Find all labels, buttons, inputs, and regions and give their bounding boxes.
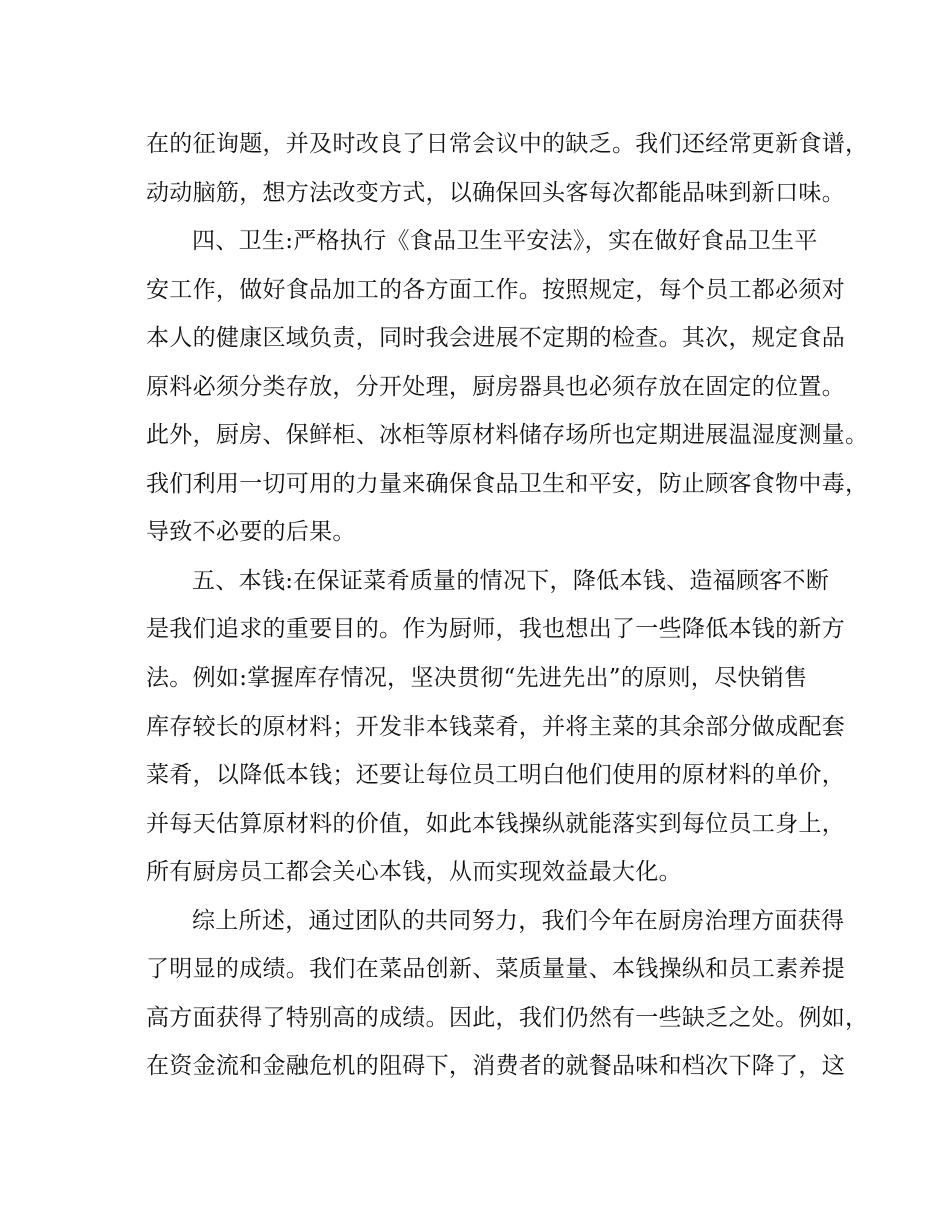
text-line: 法。例如:掌握库存情况，坚决贯彻“先进先出”的原则，尽快销售 <box>146 665 808 692</box>
paragraph-start-hygiene: 四、卫生:严格执行《食品卫生平安法》，实在做好食品卫生平 <box>192 228 818 255</box>
text-line: 我们利用一切可用的力量来确保食品卫生和平安，防止顾客食物中毒， <box>146 470 869 497</box>
text-line: 菜肴，以降低本钱；还要让每位员工明白他们使用的原材料的单价， <box>146 762 845 789</box>
document-text <box>146 120 869 1091</box>
text-line: 在的征询题，并及时改良了日常会议中的缺乏。我们还经常更新食谱， <box>146 131 869 157</box>
text-line: 了明显的成绩。我们在菜品创新、菜质量量、本钱操纵和员工素养提 <box>146 956 845 983</box>
text-line: 并每天估算原材料的价值，如此本钱操纵就能落实到每位员工身上， <box>146 810 845 837</box>
paragraph-start-summary: 综上所述，通过团队的共同努力，我们今年在厨房治理方面获得 <box>192 907 845 934</box>
text-line: 所有厨房员工都会关心本钱，从而实现效益最大化。 <box>146 859 682 886</box>
text-line: 在资金流和金融危机的阻碍下，消费者的就餐品味和档次下降了，这 <box>146 1053 845 1080</box>
text-line: 动动脑筋，想方法改变方式，以确保回头客每次都能品味到新口味。 <box>146 179 845 206</box>
text-line: 安工作，做好食品加工的各方面工作。按照规定，每个员工都必须对 <box>146 276 845 303</box>
text-line: 是我们追求的重要目的。作为厨师，我也想出了一些降低本钱的新方 <box>146 616 845 643</box>
text-line: 此外，厨房、保鲜柜、冰柜等原材料储存场所也定期进展温湿度测量。 <box>146 422 869 449</box>
paragraph-start-cost: 五、本钱:在保证菜肴质量的情况下，降低本钱、造福顾客不断 <box>192 567 830 594</box>
text-line: 高方面获得了特别高的成绩。因此，我们仍然有一些缺乏之处。例如， <box>146 1004 869 1031</box>
text-line: 本人的健康区域负责，同时我会进展不定期的检查。其次，规定食品 <box>146 325 845 352</box>
text-line: 库存较长的原材料；开发非本钱菜肴，并将主菜的其余部分做成配套 <box>146 713 845 740</box>
text-line: 导致不必要的后果。 <box>146 519 356 546</box>
text-line: 原料必须分类存放，分开处理，厨房器具也必须存放在固定的位置。 <box>146 373 845 400</box>
